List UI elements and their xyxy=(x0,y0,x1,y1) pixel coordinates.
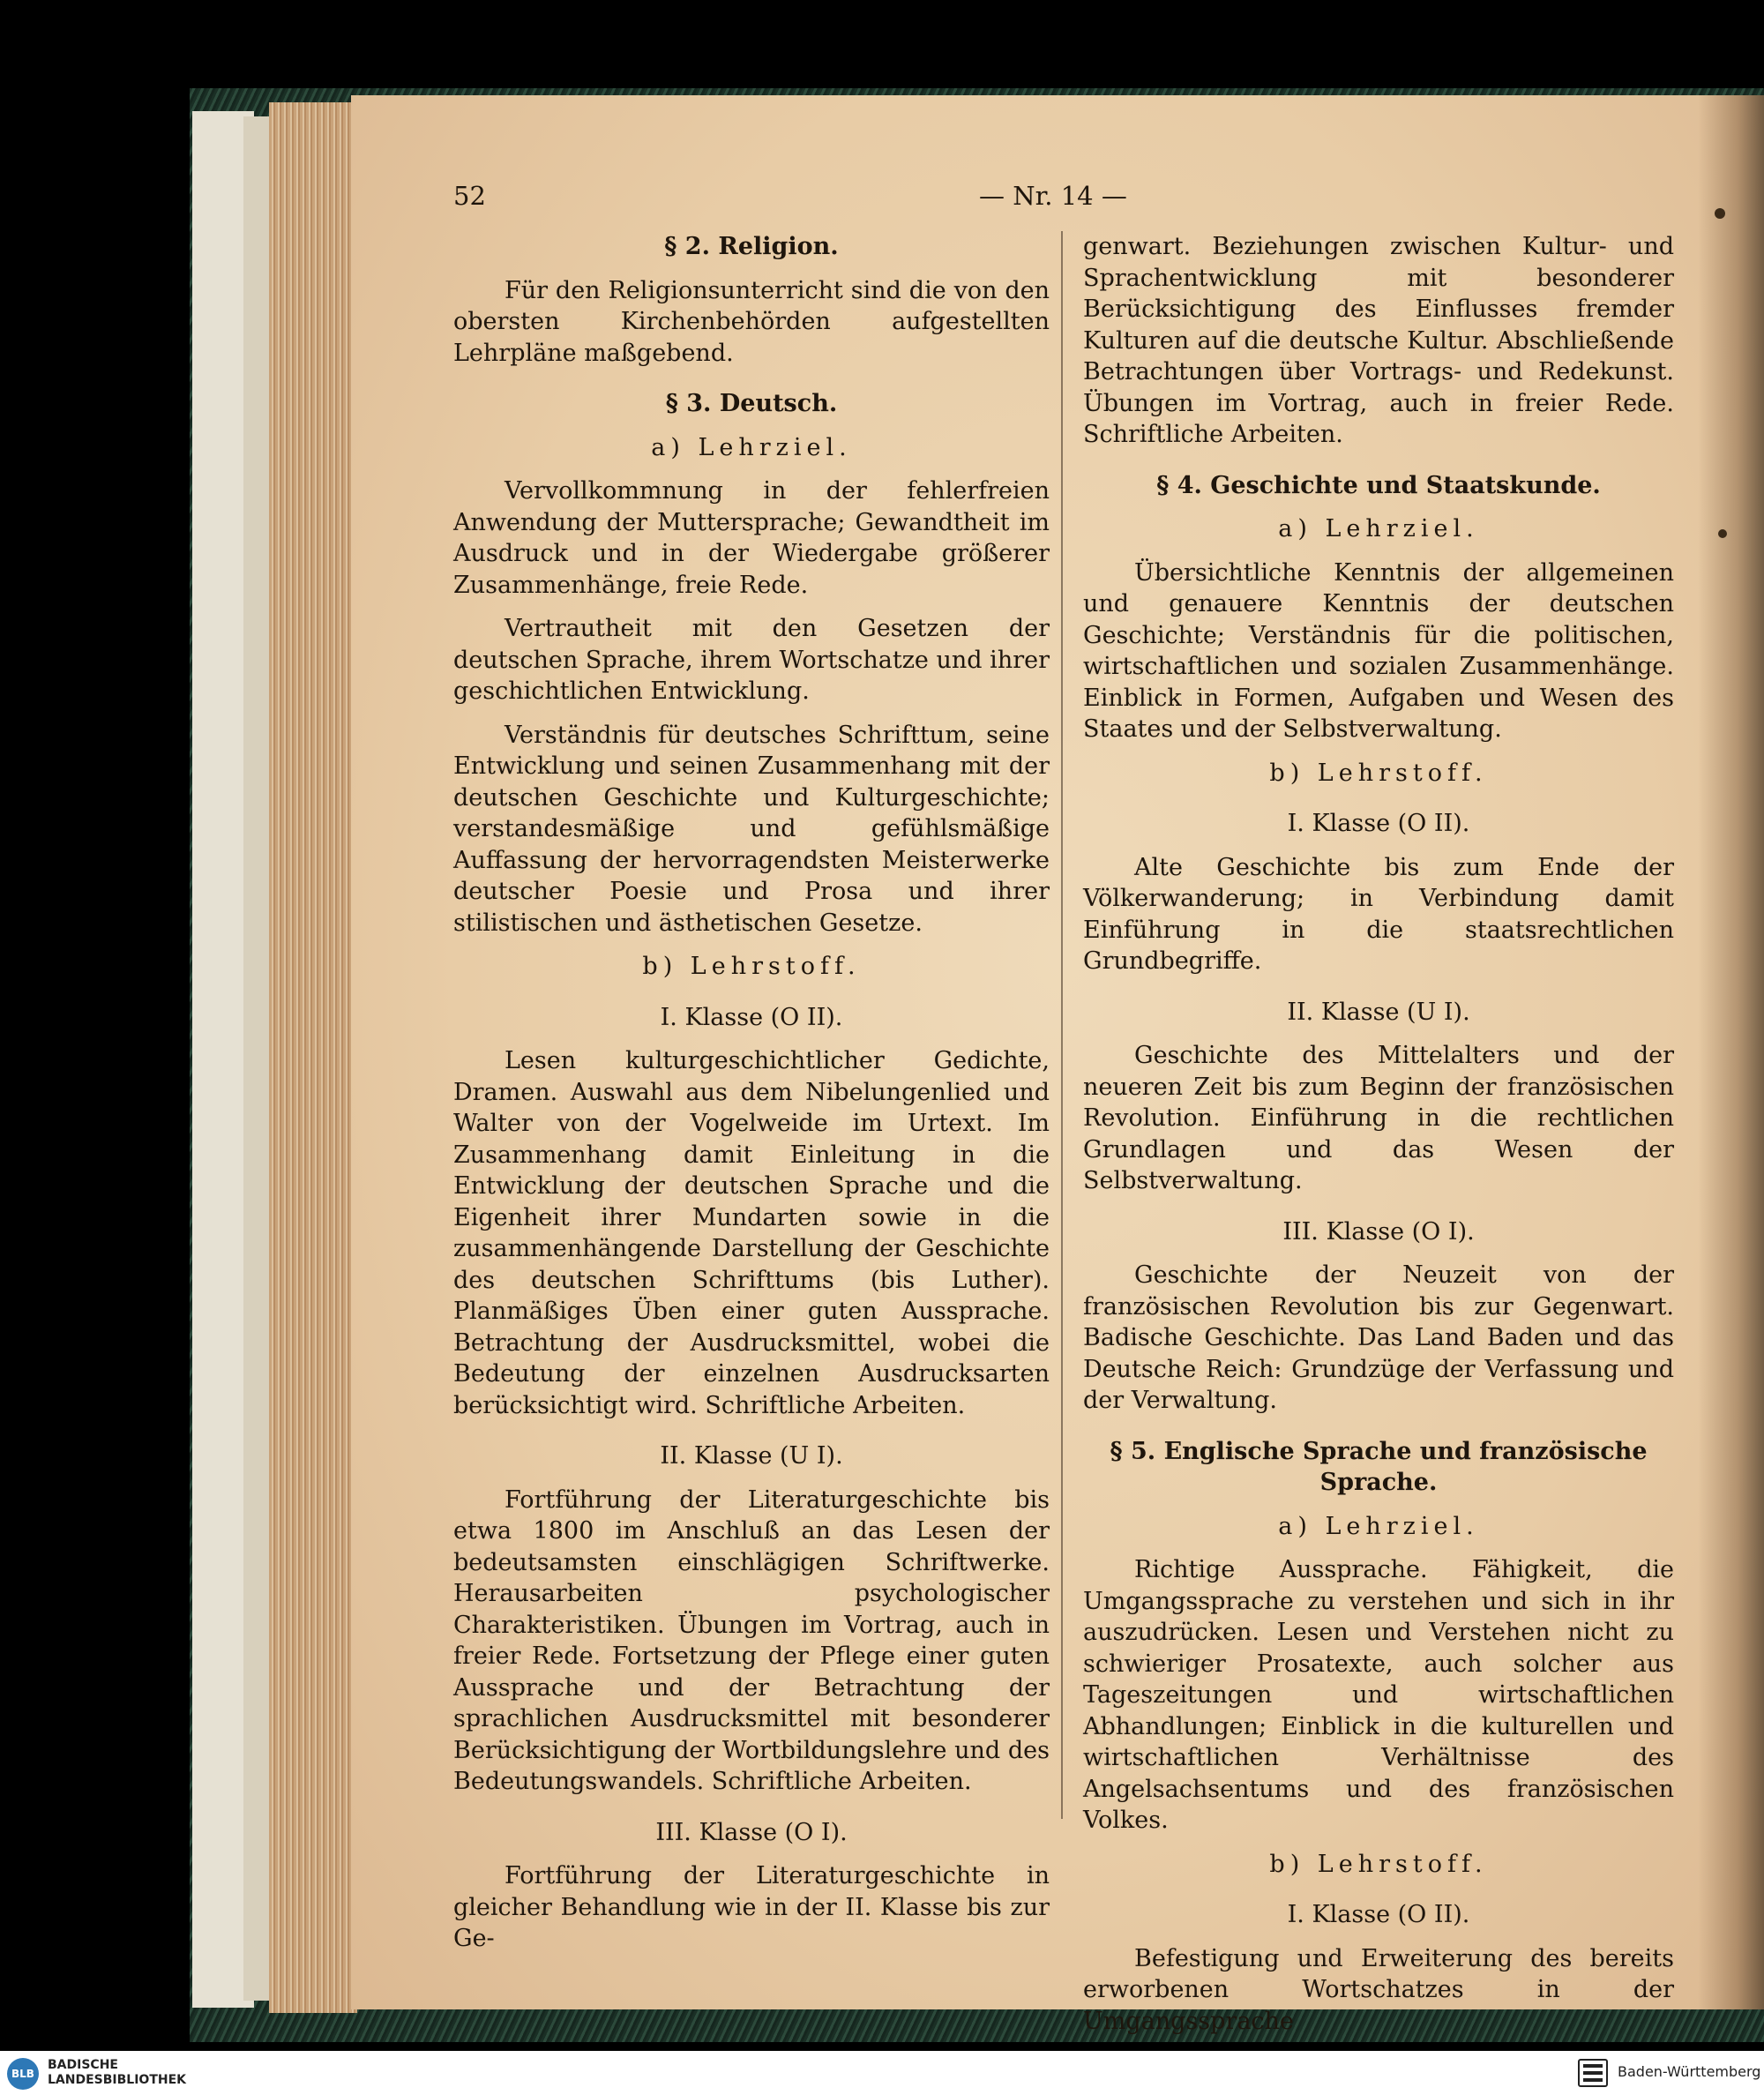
class-heading: I. Klasse (O II). xyxy=(1287,1901,1470,1928)
class-heading: II. Klasse (U I). xyxy=(1287,998,1470,1026)
class-heading: III. Klasse (O I). xyxy=(655,1818,848,1846)
binding-hole xyxy=(1718,529,1727,538)
paragraph: Fortführung der Literaturgeschichte in gleicher Behandlung wie in der II. Klasse bis zur Ge- xyxy=(453,1862,1050,1952)
region-name[interactable]: Baden-Württemberg xyxy=(1618,2063,1761,2080)
paragraph: Vervollkommnung in der fehlerfreien Anwendung der Muttersprache; Gewandtheit im Ausdruck und in der Wiedergabe größerer Zusammenhänge, freie Rede. xyxy=(453,477,1050,599)
paragraph: Lesen kulturgeschichtlicher Gedichte, Dramen. Auswahl aus dem Nibelungenlied und Walter von der Vogelweide im Urtext. Im Zusammenhang damit Einleitung in die Entwicklung der deutschen Sprache und die Eigenheit ihrer Mundarten sowie in die zusammenhängende Darstellung der Geschichte des deutschen Schrifttums (bis Luther). Planmäßiges Üben einer guten Aussprache. Betrachtung der Ausdrucksmittel, wobei die Bedeutung der einzelnen Ausdrucksarten berücksichtigt wird. Schriftliche Arbeiten. xyxy=(453,1047,1050,1419)
blb-logo-icon[interactable]: BLB xyxy=(7,2058,39,2090)
paragraph: Verständnis für deutsches Schrifttum, seine Entwicklung und seinen Zusammenhang mit der deutschen Geschichte und Kulturgeschichte; verstandesmäßige und gefühlsmäßige Auffassung der hervorragendsten Meisterwerke deutscher Poesie und Prosa und ihrer stilistischen und ästhetischen Gesetze. xyxy=(453,721,1050,937)
paragraph: Fortführung der Literaturgeschichte bis etwa 1800 im Anschluß an das Lesen der bedeutsamsten einschlägigen Schriftwerke. Herausarbeiten psychologischer Charakteristiken. Übungen im Vortrag, auch in freier Rede. Fortsetzung der Pflege einer guten Aussprache und der Betrachtung der sprachlichen Ausdrucksmittel mit besonderer Berücksichtigung der Wortbildungslehre und des Bedeutungswandels. Schriftliche Arbeiten. xyxy=(453,1485,1050,1795)
footer-bar xyxy=(0,2051,1764,2095)
page-edges xyxy=(269,102,357,2013)
paragraph: Geschichte der Neuzeit von der französischen Revolution bis zur Gegenwart. Badische Geschichte. Das Land Baden und das Deutsche Reich: Grundzüge der Verfassung und der Verwaltung. xyxy=(1083,1261,1674,1414)
section-heading: § 5. Englische Sprache und französische Sprache. xyxy=(1110,1437,1648,1496)
paragraph: Befestigung und Erweiterung des bereits erworbenen Wortschatzes in der Umgangssprache xyxy=(1083,1944,1674,2035)
paragraph: genwart. Beziehungen zwischen Kultur- und Sprachentwicklung mit besonderer Berücksichtigung des Einflusses fremder Kulturen auf die deutsche Kultur. Abschließende Betrachtungen über Vortrags- und Redekunst. Übungen im Vortrag, auch in freier Rede. Schriftliche Arbeiten. xyxy=(1083,233,1674,448)
class-heading: III. Klasse (O I). xyxy=(1282,1217,1475,1246)
paragraph: Alte Geschichte bis zum Ende der Völkerwanderung; in Verbindung damit Einführung in die staatsrechtlichen Grundbegriffe. xyxy=(1083,853,1674,975)
right-column xyxy=(1083,231,1674,2037)
column-divider xyxy=(1061,231,1063,1819)
library-name[interactable] xyxy=(48,2058,186,2088)
issue-number: — Nr. 14 — xyxy=(979,181,1127,211)
subsection-heading: b) Lehrstoff. xyxy=(1269,759,1488,787)
class-heading: I. Klasse (O II). xyxy=(660,1003,843,1031)
class-heading: II. Klasse (U I). xyxy=(660,1442,843,1470)
class-heading: I. Klasse (O II). xyxy=(1287,810,1470,837)
subsection-heading: a) Lehrziel. xyxy=(1278,515,1479,542)
paragraph: Richtige Aussprache. Fähigkeit, die Umgangssprache zu verstehen und sich in ihr auszudrücken. Lesen und Verstehen nicht zu schwieriger Prosatexte, auch solcher aus Tageszeitungen und wirtschaftlichen Abhandlungen; Einblick in die kulturellen und wirtschaftlichen Verhältnisse des Angelsachsentums und des französischen Volkes. xyxy=(1083,1556,1674,1834)
page-number: 52 xyxy=(453,181,486,211)
subsection-heading: b) Lehrstoff. xyxy=(642,953,861,980)
section-heading: § 2. Religion. xyxy=(664,233,839,260)
paragraph: Vertrautheit mit den Gesetzen der deutschen Sprache, ihrem Wortschatze und ihrer geschichtlichen Entwicklung. xyxy=(453,615,1050,705)
library-name-line2: LANDESBIBLIOTHEK xyxy=(48,2073,187,2087)
paragraph: Für den Religionsunterricht sind die von den obersten Kirchenbehörden aufgestellten Lehrpläne maßgebend. xyxy=(453,276,1050,367)
library-name-line1: BADISCHE xyxy=(48,2058,118,2072)
subsection-heading: b) Lehrstoff. xyxy=(1269,1850,1488,1878)
left-column xyxy=(453,231,1050,1955)
gutter-shadow xyxy=(1698,95,1764,2009)
subsection-heading: a) Lehrziel. xyxy=(651,433,852,461)
paragraph: Übersichtliche Kenntnis der allgemeinen und genauere Kenntnis der deutschen Geschichte; Verständnis für die politischen, wirtschaftlichen und sozialen Zusammenhänge. Einblick in Formen, Aufgaben und Wesen des Staates und der Selbstverwaltung. xyxy=(1083,558,1674,743)
lions-crest-icon xyxy=(1575,2058,1611,2088)
paragraph: Geschichte des Mittelalters und der neueren Zeit bis zum Beginn der französischen Revolution. Einführung in die rechtlichen Grundlagen und das Wesen der Selbstverwaltung. xyxy=(1083,1042,1674,1194)
binding-hole xyxy=(1715,208,1725,219)
subsection-heading: a) Lehrziel. xyxy=(1278,1512,1479,1540)
section-heading: § 3. Deutsch. xyxy=(665,390,838,417)
section-heading: § 4. Geschichte und Staatskunde. xyxy=(1156,471,1601,499)
